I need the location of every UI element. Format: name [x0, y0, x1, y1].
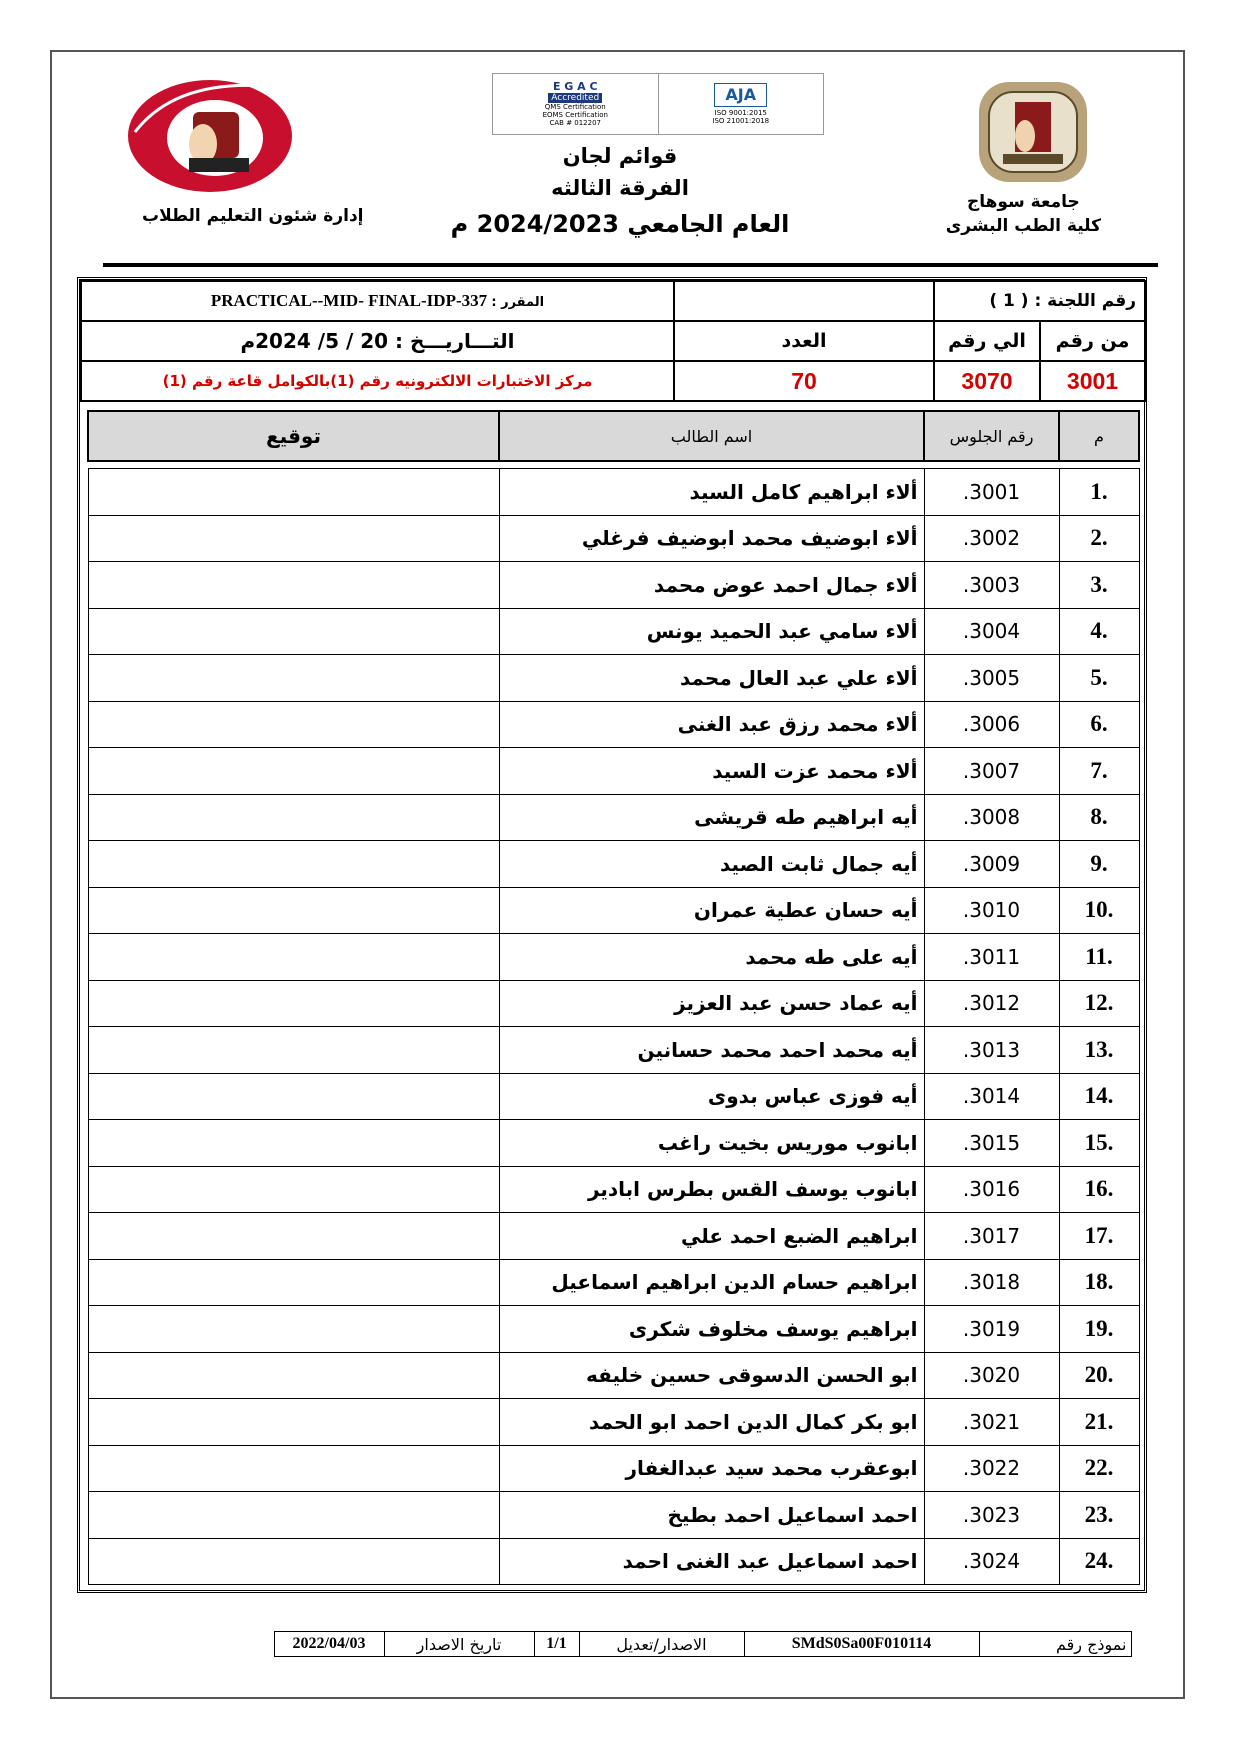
table-row [88, 1120, 1139, 1167]
table-row [88, 1213, 1139, 1260]
row-number: .6 [1059, 701, 1139, 748]
from-value: 3001 [1040, 361, 1145, 401]
header-rule [103, 263, 1158, 267]
table-row [88, 794, 1139, 841]
row-number: .5 [1059, 655, 1139, 702]
signature-cell [88, 748, 499, 795]
to-label: الي رقم [934, 321, 1040, 361]
student-name: ابو الحسن الدسوقى حسين خليفه [499, 1352, 924, 1399]
title-line-1: قوائم لجان [562, 144, 678, 168]
seat-number: 3016. [924, 1166, 1059, 1213]
student-name: أيه فوزى عباس بدوى [499, 1073, 924, 1120]
table-row [88, 1492, 1139, 1539]
row-number: .21 [1059, 1399, 1139, 1446]
student-name: ابراهيم حسام الدين ابراهيم اسماعيل [499, 1259, 924, 1306]
table-row [88, 1352, 1139, 1399]
university-logo [975, 78, 1091, 186]
row-number: .19 [1059, 1306, 1139, 1353]
signature-cell [88, 1213, 499, 1260]
signature-cell [88, 608, 499, 655]
issue-date-value: 2022/04/03 [274, 1632, 384, 1657]
row-number: .4 [1059, 608, 1139, 655]
signature-cell [88, 1399, 499, 1446]
to-value: 3070 [934, 361, 1040, 401]
student-name: احمد اسماعيل عبد الغنى احمد [499, 1538, 924, 1585]
row-number: .11 [1059, 934, 1139, 981]
form-number-value: SMdS0Sa00F010114 [744, 1632, 979, 1657]
seat-number: 3004. [924, 608, 1059, 655]
aja-line: ISO 21001:2018 [712, 117, 770, 125]
seat-number: 3002. [924, 515, 1059, 562]
signature-cell [88, 1445, 499, 1492]
signature-cell [88, 887, 499, 934]
seat-number: 3018. [924, 1259, 1059, 1306]
table-row [88, 1538, 1139, 1585]
student-name: أيه ابراهيم طه قريشى [499, 794, 924, 841]
signature-cell [88, 1073, 499, 1120]
signature-cell [88, 1166, 499, 1213]
egac-line: CAB # 012207 [549, 119, 601, 127]
committee-number: رقم اللجنة : ( 1 ) [934, 281, 1145, 321]
edition-label: الاصدار/تعديل [579, 1632, 744, 1657]
row-number: .3 [1059, 562, 1139, 609]
seat-number: 3022. [924, 1445, 1059, 1492]
student-name: ابراهيم يوسف مخلوف شكرى [499, 1306, 924, 1353]
egac-badge [493, 74, 659, 134]
student-name: ألاء جمال احمد عوض محمد [499, 562, 924, 609]
faculty-name: كلية الطب البشرى [945, 216, 1101, 236]
certification-badges [492, 73, 824, 135]
signature-cell [88, 562, 499, 609]
student-name: ألاء ابراهيم كامل السيد [499, 469, 924, 516]
aja-title: AJA [714, 83, 767, 107]
seat-number: 3001. [924, 469, 1059, 516]
signature-cell [88, 794, 499, 841]
row-number: .24 [1059, 1538, 1139, 1585]
student-name: أيه محمد احمد محمد حسانين [499, 1027, 924, 1074]
course-code: PRACTICAL--MID- FINAL-IDP-337 [210, 291, 488, 310]
edition-value: 1/1 [534, 1632, 579, 1657]
signature-cell [88, 1352, 499, 1399]
row-number: .12 [1059, 980, 1139, 1027]
egac-title: E G A C [552, 80, 598, 93]
form-footer-table [129, 1631, 1132, 1657]
signature-cell [88, 515, 499, 562]
signature-cell [88, 1492, 499, 1539]
egac-line: Accredited [548, 93, 602, 103]
seat-number: 3008. [924, 794, 1059, 841]
student-name: ابو بكر كمال الدين احمد ابو الحمد [499, 1399, 924, 1446]
seat-number: 3019. [924, 1306, 1059, 1353]
seat-number: 3010. [924, 887, 1059, 934]
signature-cell [88, 980, 499, 1027]
blank-cell [674, 281, 934, 321]
academic-year: العام الجامعي 2024/2023 م [450, 210, 790, 238]
table-row [88, 1027, 1139, 1074]
row-number: .14 [1059, 1073, 1139, 1120]
row-number: .13 [1059, 1027, 1139, 1074]
signature-cell [88, 469, 499, 516]
course-cell [81, 281, 674, 321]
header-gap [88, 461, 1139, 469]
table-row [88, 655, 1139, 702]
row-number: .1 [1059, 469, 1139, 516]
student-name: ألاء محمد رزق عبد الغنى [499, 701, 924, 748]
row-number: .10 [1059, 887, 1139, 934]
signature-cell [88, 701, 499, 748]
row-number: .18 [1059, 1259, 1139, 1306]
seat-number: 3003. [924, 562, 1059, 609]
student-name: أيه حسان عطية عمران [499, 887, 924, 934]
signature-cell [88, 1306, 499, 1353]
count-label: العدد [674, 321, 934, 361]
row-number: .15 [1059, 1120, 1139, 1167]
row-number: .7 [1059, 748, 1139, 795]
table-row [88, 748, 1139, 795]
seat-number: 3009. [924, 841, 1059, 888]
table-row [88, 562, 1139, 609]
row-number: .8 [1059, 794, 1139, 841]
seat-number: 3013. [924, 1027, 1059, 1074]
student-name: ابوعقرب محمد سيد عبدالغفار [499, 1445, 924, 1492]
student-name: احمد اسماعيل احمد بطيخ [499, 1492, 924, 1539]
row-number: .2 [1059, 515, 1139, 562]
table-row [88, 608, 1139, 655]
table-row [88, 1166, 1139, 1213]
table-row [88, 1306, 1139, 1353]
seat-number: 3005. [924, 655, 1059, 702]
course-label: المقرر : [491, 295, 545, 310]
seat-number: 3023. [924, 1492, 1059, 1539]
signature-cell [88, 1259, 499, 1306]
form-number-label: نموذج رقم [979, 1632, 1131, 1657]
aja-line: ISO 9001:2015 [714, 109, 767, 117]
university-name: جامعة سوهاج [966, 192, 1080, 212]
exam-location: مركز الاختبارات الالكترونيه رقم (1)بالكوامل قاعة رقم (1) [81, 361, 674, 401]
aja-badge [659, 74, 824, 134]
student-name: أيه عماد حسن عبد العزيز [499, 980, 924, 1027]
signature-cell [88, 655, 499, 702]
footer-blank [129, 1632, 274, 1657]
from-label: من رقم [1040, 321, 1145, 361]
seat-number: 3007. [924, 748, 1059, 795]
table-row [88, 701, 1139, 748]
row-number: .17 [1059, 1213, 1139, 1260]
seat-number: 3014. [924, 1073, 1059, 1120]
seat-number: 3024. [924, 1538, 1059, 1585]
seat-number: 3012. [924, 980, 1059, 1027]
university-block [946, 190, 1101, 238]
col-header-seat: رقم الجلوس [924, 411, 1059, 461]
seat-number: 3006. [924, 701, 1059, 748]
table-row [88, 469, 1139, 516]
seat-number: 3017. [924, 1213, 1059, 1260]
student-name: ألاء ابوضيف محمد ابوضيف فرغلي [499, 515, 924, 562]
table-row [88, 980, 1139, 1027]
row-number: .9 [1059, 841, 1139, 888]
row-number: .23 [1059, 1492, 1139, 1539]
seat-number: 3015. [924, 1120, 1059, 1167]
student-name: ألاء محمد عزت السيد [499, 748, 924, 795]
student-name: ألاء سامي عبد الحميد يونس [499, 608, 924, 655]
student-name: ابراهيم الضبع احمد علي [499, 1213, 924, 1260]
exam-date: التـــاريـــخ : 20 / 5/ 2024م [81, 321, 674, 361]
table-row [88, 1073, 1139, 1120]
row-number: .16 [1059, 1166, 1139, 1213]
title-line-2: الفرقة الثالثه [551, 176, 689, 200]
student-name: ألاء علي عبد العال محمد [499, 655, 924, 702]
student-name: أيه جمال ثابت الصيد [499, 841, 924, 888]
egac-line: EOMS Certification [542, 111, 608, 119]
affairs-department: إدارة شئون التعليم الطلاب [142, 206, 364, 226]
table-row [88, 934, 1139, 981]
table-row [88, 1399, 1139, 1446]
student-name: ابانوب موريس بخيت راغب [499, 1120, 924, 1167]
students-table [87, 410, 1140, 1585]
table-row [88, 515, 1139, 562]
col-header-number: م [1059, 411, 1139, 461]
signature-cell [88, 1538, 499, 1585]
col-header-signature: توقيع [88, 411, 499, 461]
table-row [88, 887, 1139, 934]
seat-number: 3021. [924, 1399, 1059, 1446]
col-header-name: اسم الطالب [499, 411, 924, 461]
committee-info-table [80, 280, 1146, 402]
egac-line: QMS Certification [544, 103, 606, 111]
table-row [88, 1259, 1139, 1306]
student-name: أيه على طه محمد [499, 934, 924, 981]
faculty-logo [115, 72, 305, 200]
row-number: .22 [1059, 1445, 1139, 1492]
signature-cell [88, 1120, 499, 1167]
count-value: 70 [674, 361, 934, 401]
seat-number: 3011. [924, 934, 1059, 981]
student-name: ابانوب يوسف القس بطرس ابادير [499, 1166, 924, 1213]
signature-cell [88, 841, 499, 888]
signature-cell [88, 934, 499, 981]
row-number: .20 [1059, 1352, 1139, 1399]
seat-number: 3020. [924, 1352, 1059, 1399]
signature-cell [88, 1027, 499, 1074]
issue-date-label: تاريخ الاصدار [384, 1632, 534, 1657]
table-row [88, 841, 1139, 888]
table-row [88, 1445, 1139, 1492]
document-title [420, 140, 820, 242]
